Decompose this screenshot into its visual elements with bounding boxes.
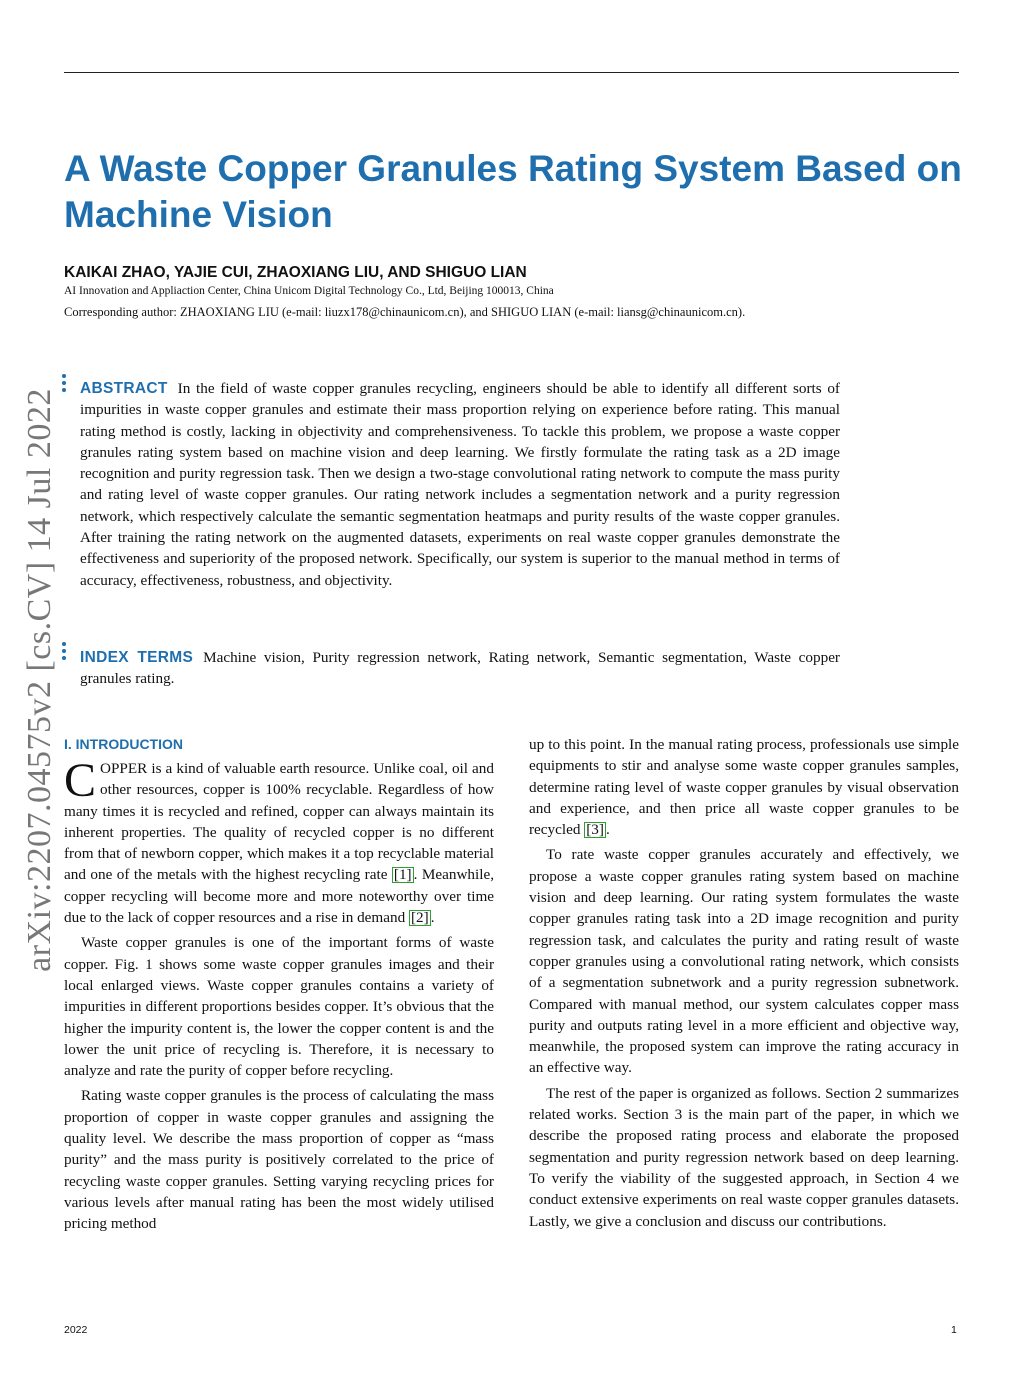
index-terms-label: INDEX TERMS: [80, 649, 194, 666]
index-terms-dots-marker: [62, 642, 68, 663]
intro-p1-part-a: OPPER is a kind of valuable earth resource. Unlike coal, oil and other resources, copper is 100% recyclable. Regardless of how many times it is recycled and refined, copper can always maintain its inherent properties. The quality of recycled copper is no different from that of newborn copper, which makes it a top recyclable material and one of the metals with the highest recycling rate: [64, 760, 494, 884]
intro-p1-part-b: . Meanwhile, copper recycling will become more and more noteworthy over time due to the lack of copper resources and a rise in demand: [64, 866, 494, 927]
intro-paragraph-4: [529, 734, 959, 840]
section-heading-introduction: I. INTRODUCTION: [64, 736, 183, 752]
left-column: [64, 734, 494, 1235]
intro-paragraph-3: Rating waste copper granules is the process of calculating the mass proportion of copper in waste copper granules and assigning the quality level. We describe the mass proportion of copper as “mass purity” and the mass purity is positively correlated to the price of recycling waste copper granules. Setting varying recycling prices for various levels after manual rating has been the most widely utilised pricing method: [64, 1087, 494, 1233]
abstract: [80, 378, 840, 591]
drop-cap: C: [64, 754, 97, 807]
index-terms: [80, 647, 840, 690]
intro-paragraph-6: The rest of the paper is organized as follows. Section 2 summarizes related works. Section 3 is the main part of the paper, in which we describe the proposed rating process and elaborate the proposed segmentation and purity regression network based on deep learning. To verify the viability of the suggested approach, in Section 4 we conduct extensive experiments on real waste copper granules datasets. Lastly, we give a conclusion and discuss our contributions.: [529, 1084, 959, 1230]
footer-page-number: 1: [951, 1324, 957, 1336]
affiliation: AI Innovation and Appliaction Center, China Unicom Digital Technology Co., Ltd, Beijing 100013, China: [64, 285, 554, 297]
paper-title: A Waste Copper Granules Rating System Based on Machine Vision: [64, 148, 962, 235]
arxiv-watermark: arXiv:2207.04575v2 [cs.CV] 14 Jul 2022: [21, 388, 58, 972]
right-column: [529, 734, 959, 1232]
corresponding-author: Corresponding author: ZHAOXIANG LIU (e-mail: liuzx178@chinaunicom.cn), and SHIGUO LIAN (e-mail: liansg@chinaunicom.cn).: [64, 305, 746, 319]
intro-p4-part-a: up to this point. In the manual rating process, professionals use simple equipments to stir and analyse some waste copper granules samples, determine rating level of waste copper granules by visual observation and experience, and then price all waste copper granules to be recycled: [529, 736, 959, 839]
author-list: KAIKAI ZHAO, YAJIE CUI, ZHAOXIANG LIU, AND SHIGUO LIAN: [64, 264, 527, 281]
citation-link-3[interactable]: [3]: [586, 821, 604, 839]
intro-paragraph-5: To rate waste copper granules accurately and effectively, we propose a waste copper granules rating system based on machine vision and deep learning. Our rating system formulates the waste copper granules rating task into a 2D image recognition and purity regression task, and calculates the purity and rating result of waste copper granules using a convolutional rating network, which consists of a segmentation subnetwork and a purity regression subnetwork. Compared with manual method, our system calculates copper mass purity and outputs rating level in a more efficient and objective way, meanwhile, the proposed system can improve the rating accuracy in an effective way.: [529, 846, 959, 1077]
footer-year: 2022: [64, 1324, 88, 1336]
abstract-text: In the field of waste copper granules recycling, engineers should be able to identify all different sorts of impurities in waste copper granules and estimate their mass proportion relying on experience before rating. This manual rating method is costly, lacking in objectivity and comprehensiveness. To tackle this problem, we propose a waste copper granules rating system based on machine vision and deep learning. We firstly formulate the rating task as a 2D image recognition and purity regression task. Then we design a two-stage convolutional rating network to compute the mass purity and rating level of waste copper granules. Our rating network includes a segmentation network and a purity regression network, which respectively calculate the semantic segmentation heatmaps and purity results of the waste copper granules. After training the rating network on the augmented datasets, experiments on real waste copper granules demonstrate the effectiveness and superiority of the proposed network. Specifically, our system is superior to the manual method in terms of accuracy, effectiveness, robustness, and objectivity.: [80, 380, 840, 589]
citation-link-2[interactable]: [2]: [410, 909, 429, 927]
abstract-dots-marker: [62, 374, 68, 395]
header-rule: [64, 72, 959, 73]
citation-link-1[interactable]: [1]: [393, 866, 412, 884]
intro-p4-part-b: .: [605, 821, 610, 839]
intro-paragraph-2: Waste copper granules is one of the important forms of waste copper. Fig. 1 shows some waste copper granules images and their local enlarged views. Waste copper granules contains a variety of impurities in different proportions besides copper. It’s obvious that the higher the impurity content is, the lower the copper content is and the lower the unit price of recycling is. Therefore, it is necessary to analyze and rate the purity of copper before recycling.: [64, 934, 494, 1080]
intro-paragraph-1: [64, 754, 494, 928]
index-terms-text: Machine vision, Purity regression network, Rating network, Semantic segmentation, Waste copper granules rating.: [80, 649, 840, 688]
abstract-label: ABSTRACT: [80, 380, 168, 397]
intro-p1-part-c: .: [430, 909, 435, 927]
